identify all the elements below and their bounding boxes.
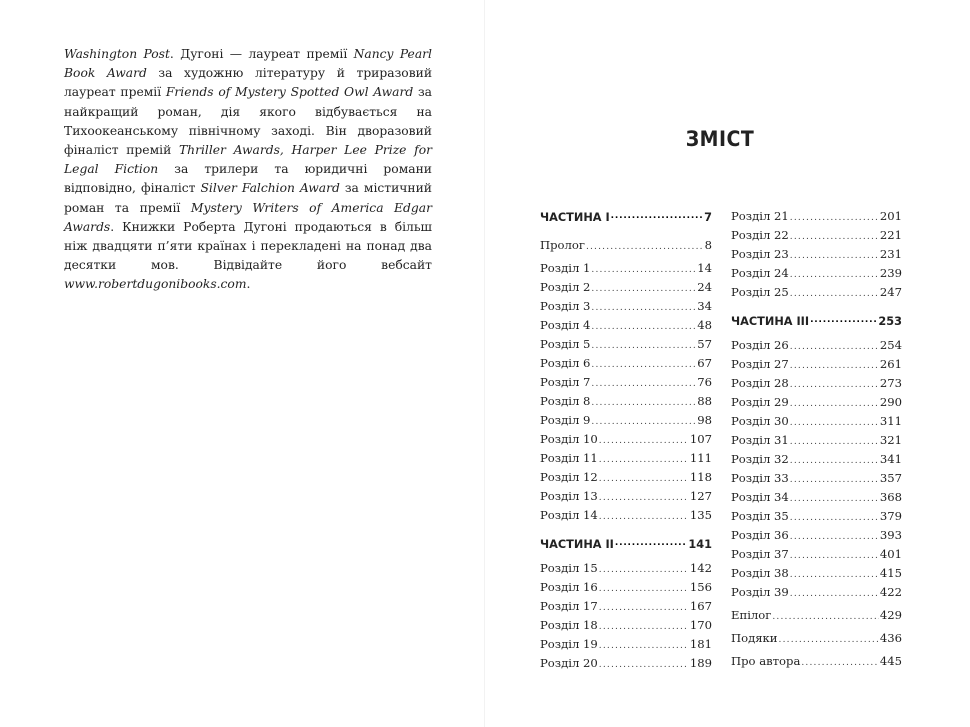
toc-entry bbox=[731, 228, 902, 247]
toc-entry bbox=[731, 490, 902, 509]
toc-part-entry bbox=[540, 536, 712, 561]
toc-leader-dots bbox=[611, 211, 703, 221]
toc-page-number: 221 bbox=[879, 228, 902, 242]
toc-entry-label: Розділ 21 bbox=[731, 209, 789, 223]
toc-entry bbox=[731, 471, 902, 490]
toc-part-entry bbox=[731, 313, 902, 338]
toc-right-column bbox=[731, 209, 902, 673]
toc-entry-label: Розділ 11 bbox=[540, 451, 598, 465]
toc-leader-dots bbox=[599, 641, 689, 651]
toc-page-number: 24 bbox=[697, 280, 712, 294]
toc-entry-label: Розділ 33 bbox=[731, 471, 789, 485]
toc-entry-label: Подяки bbox=[731, 631, 778, 645]
toc-entry bbox=[540, 299, 712, 318]
toc-page-number: 76 bbox=[697, 375, 712, 389]
author-bio-paragraph bbox=[64, 45, 432, 295]
toc-entry bbox=[731, 608, 902, 627]
toc-page-number: 445 bbox=[879, 654, 902, 668]
toc-entry-label: Розділ 9 bbox=[540, 413, 591, 427]
toc-entry-label: Розділ 31 bbox=[731, 433, 789, 447]
toc-leader-dots bbox=[790, 475, 879, 485]
toc-entry bbox=[731, 566, 902, 585]
toc-page-number: 422 bbox=[879, 585, 902, 599]
toc-entry-label: Розділ 22 bbox=[731, 228, 789, 242]
toc-entry-label: Розділ 26 bbox=[731, 338, 789, 352]
toc-spacer bbox=[540, 527, 712, 536]
toc-entry-label: Розділ 37 bbox=[731, 547, 789, 561]
toc-leader-dots bbox=[790, 361, 879, 371]
toc-entry-label: Розділ 34 bbox=[731, 490, 789, 504]
toc-leader-dots bbox=[790, 399, 879, 409]
toc-entry bbox=[540, 375, 712, 394]
toc-entry-label: Розділ 4 bbox=[540, 318, 591, 332]
toc-leader-dots bbox=[615, 538, 688, 548]
toc-entry bbox=[731, 509, 902, 528]
bio-text: . Книжки Роберта Дугоні продаються в більш ніж двадцяти п’яти країнах і перекладені на понад два десятки мов. Відвідайте його вебсайт bbox=[64, 219, 432, 273]
toc-leader-dots bbox=[599, 512, 689, 522]
toc-entry bbox=[731, 285, 902, 304]
toc-entry bbox=[731, 433, 902, 452]
toc-leader-dots bbox=[599, 493, 689, 503]
toc-page-number: 253 bbox=[878, 315, 902, 328]
bio-text: за містичний роман та премії bbox=[64, 181, 432, 215]
toc-entry-label: Розділ 32 bbox=[731, 452, 789, 466]
toc-leader-dots bbox=[591, 265, 696, 275]
toc-page-number: 231 bbox=[879, 247, 902, 261]
toc-page-number: 341 bbox=[879, 452, 902, 466]
toc-entry-label: Пролог bbox=[540, 238, 585, 252]
toc-entry bbox=[540, 432, 712, 451]
toc-page-number: 239 bbox=[879, 266, 902, 280]
toc-page-number: 368 bbox=[879, 490, 902, 504]
toc-leader-dots bbox=[772, 612, 879, 622]
toc-entry-label: Розділ 36 bbox=[731, 528, 789, 542]
toc-entry bbox=[540, 238, 712, 257]
toc-leader-dots bbox=[790, 437, 879, 447]
toc-entry-label: Епілог bbox=[731, 608, 772, 622]
toc-leader-dots bbox=[599, 436, 689, 446]
toc-entry-label: Розділ 20 bbox=[540, 656, 598, 670]
toc-page-number: 181 bbox=[689, 637, 712, 651]
toc-page-number: 111 bbox=[689, 451, 712, 465]
toc-entry-label: Розділ 3 bbox=[540, 299, 591, 313]
toc-entry-label: ЧАСТИНА I bbox=[540, 211, 610, 224]
toc-leader-dots bbox=[599, 455, 689, 465]
toc-entry bbox=[540, 356, 712, 375]
toc-entry bbox=[540, 261, 712, 280]
toc-leader-dots bbox=[790, 589, 879, 599]
toc-leader-dots bbox=[599, 603, 689, 613]
toc-page-number: 8 bbox=[704, 238, 712, 252]
toc-page-number: 429 bbox=[879, 608, 902, 622]
toc-entry bbox=[540, 394, 712, 413]
toc-entry-label: Розділ 25 bbox=[731, 285, 789, 299]
toc-leader-dots bbox=[779, 635, 879, 645]
toc-leader-dots bbox=[790, 251, 879, 261]
toc-leader-dots bbox=[790, 570, 879, 580]
toc-title: ЗМІСТ bbox=[685, 127, 755, 151]
toc-leader-dots bbox=[790, 232, 879, 242]
toc-entry bbox=[540, 280, 712, 299]
toc-page-number: 254 bbox=[879, 338, 902, 352]
toc-page-number: 393 bbox=[879, 528, 902, 542]
toc-page-number: 142 bbox=[689, 561, 712, 575]
toc-leader-dots bbox=[790, 551, 879, 561]
bio-text: за художню літературу й триразовий лауреат премії bbox=[64, 66, 433, 100]
toc-page-number: 34 bbox=[697, 299, 712, 313]
toc-entry-label: Розділ 15 bbox=[540, 561, 598, 575]
toc-entry bbox=[731, 266, 902, 285]
toc-entry bbox=[540, 318, 712, 337]
toc-entry-label: Розділ 5 bbox=[540, 337, 591, 351]
toc-entry-label: Розділ 35 bbox=[731, 509, 789, 523]
toc-entry bbox=[731, 247, 902, 266]
toc-page-number: 357 bbox=[879, 471, 902, 485]
toc-entry-label: Розділ 23 bbox=[731, 247, 789, 261]
toc-entry bbox=[731, 547, 902, 566]
toc-entry-label: Про автора bbox=[731, 654, 801, 668]
toc-entry-label: Розділ 7 bbox=[540, 375, 591, 389]
toc-entry bbox=[731, 452, 902, 471]
toc-entry bbox=[540, 451, 712, 470]
toc-entry bbox=[540, 470, 712, 489]
bio-italic-text: Mystery Writers of America Edgar Awards bbox=[64, 200, 432, 234]
toc-leader-dots bbox=[591, 284, 696, 294]
toc-entry-label: Розділ 13 bbox=[540, 489, 598, 503]
page-gutter bbox=[484, 0, 485, 727]
toc-leader-dots bbox=[591, 322, 696, 332]
toc-page-number: 14 bbox=[697, 261, 712, 275]
toc-page-number: 118 bbox=[689, 470, 712, 484]
toc-page-number: 436 bbox=[879, 631, 902, 645]
toc-entry bbox=[731, 654, 902, 673]
toc-page-number: 98 bbox=[697, 413, 712, 427]
bio-italic-text: Washington Post bbox=[64, 47, 170, 61]
toc-entry bbox=[731, 528, 902, 547]
toc-entry bbox=[731, 414, 902, 433]
toc-leader-dots bbox=[591, 417, 696, 427]
toc-leader-dots bbox=[599, 565, 689, 575]
toc-page-number: 379 bbox=[879, 509, 902, 523]
toc-spacer bbox=[731, 304, 902, 313]
toc-leader-dots bbox=[591, 398, 696, 408]
toc-leader-dots bbox=[591, 379, 696, 389]
toc-page-number: 156 bbox=[689, 580, 712, 594]
toc-entry bbox=[731, 376, 902, 395]
toc-leader-dots bbox=[790, 494, 879, 504]
toc-page-number: 107 bbox=[689, 432, 712, 446]
toc-leader-dots bbox=[599, 622, 689, 632]
toc-page-number: 273 bbox=[879, 376, 902, 390]
toc-page-number: 311 bbox=[879, 414, 902, 428]
toc-leader-dots bbox=[790, 513, 879, 523]
toc-leader-dots bbox=[591, 360, 696, 370]
toc-page-number: 57 bbox=[697, 337, 712, 351]
toc-leader-dots bbox=[586, 242, 704, 252]
toc-entry bbox=[731, 585, 902, 604]
toc-entry-label: Розділ 6 bbox=[540, 356, 591, 370]
toc-page-number: 135 bbox=[689, 508, 712, 522]
toc-page-number: 189 bbox=[689, 656, 712, 670]
toc-entry-label: Розділ 10 bbox=[540, 432, 598, 446]
toc-entry bbox=[540, 508, 712, 527]
toc-entry bbox=[540, 337, 712, 356]
toc-entry bbox=[540, 618, 712, 637]
toc-leader-dots bbox=[599, 584, 689, 594]
toc-page-number: 401 bbox=[879, 547, 902, 561]
toc-entry bbox=[731, 338, 902, 357]
toc-left-column bbox=[540, 209, 712, 675]
toc-page-number: 7 bbox=[704, 211, 712, 224]
toc-entry-label: Розділ 2 bbox=[540, 280, 591, 294]
toc-page-number: 201 bbox=[879, 209, 902, 223]
bio-italic-text: Nancy Pearl Book Award bbox=[64, 47, 432, 81]
bio-italic-text: Thriller Awards, Harper Lee Prize for Legal Fiction bbox=[64, 143, 432, 177]
bio-italic-text: Friends of Mystery Spotted Owl Award bbox=[165, 85, 414, 100]
toc-entry bbox=[540, 656, 712, 675]
toc-entry-label: ЧАСТИНА III bbox=[731, 315, 810, 328]
toc-leader-dots bbox=[591, 341, 696, 351]
toc-leader-dots bbox=[790, 342, 879, 352]
toc-entry-label: Розділ 12 bbox=[540, 470, 598, 484]
toc-page-number: 170 bbox=[689, 618, 712, 632]
toc-leader-dots bbox=[790, 418, 879, 428]
bio-text: . Дугоні — лауреат премії bbox=[169, 47, 354, 61]
toc-entry bbox=[731, 395, 902, 414]
bio-text: за трилери та юридичні романи відповідно, фіналіст bbox=[64, 162, 432, 196]
toc-entry-label: Розділ 30 bbox=[731, 414, 789, 428]
toc-leader-dots bbox=[599, 474, 689, 484]
toc-entry-label: Розділ 24 bbox=[731, 266, 789, 280]
toc-entry-label: Розділ 8 bbox=[540, 394, 591, 408]
toc-page-number: 127 bbox=[689, 489, 712, 503]
toc-page-number: 290 bbox=[879, 395, 902, 409]
toc-page-number: 48 bbox=[697, 318, 712, 332]
toc-entry bbox=[540, 637, 712, 656]
toc-entry bbox=[731, 631, 902, 650]
toc-entry-label: Розділ 16 bbox=[540, 580, 598, 594]
toc-entry bbox=[540, 489, 712, 508]
toc-entry bbox=[731, 357, 902, 376]
toc-entry bbox=[540, 561, 712, 580]
toc-leader-dots bbox=[790, 213, 879, 223]
toc-entry-label: Розділ 38 bbox=[731, 566, 789, 580]
toc-page-number: 247 bbox=[879, 285, 902, 299]
toc-entry-label: Розділ 28 bbox=[731, 376, 789, 390]
toc-page-number: 261 bbox=[879, 357, 902, 371]
toc-entry-label: Розділ 1 bbox=[540, 261, 591, 275]
toc-page-number: 88 bbox=[697, 394, 712, 408]
toc-leader-dots bbox=[790, 289, 879, 299]
bio-italic-text: Silver Falchion Award bbox=[200, 181, 340, 196]
toc-page-number: 67 bbox=[697, 356, 712, 370]
bio-text: за найкращий роман, дія якого відбувається на Тихоокеанському північному заході. Він дворазовий фіналіст премій bbox=[64, 85, 432, 158]
toc-leader-dots bbox=[591, 303, 696, 313]
toc-part-entry bbox=[540, 209, 712, 234]
toc-entry-label: Розділ 14 bbox=[540, 508, 598, 522]
toc-leader-dots bbox=[810, 315, 877, 325]
toc-leader-dots bbox=[801, 658, 878, 668]
toc-leader-dots bbox=[790, 380, 879, 390]
toc-entry bbox=[540, 413, 712, 432]
toc-entry bbox=[540, 580, 712, 599]
toc-entry bbox=[540, 599, 712, 618]
toc-leader-dots bbox=[599, 660, 689, 670]
toc-entry-label: Розділ 18 bbox=[540, 618, 598, 632]
bio-text: . bbox=[246, 277, 251, 292]
toc-entry-label: Розділ 39 bbox=[731, 585, 789, 599]
toc-page-number: 141 bbox=[688, 538, 712, 551]
toc-leader-dots bbox=[790, 270, 879, 280]
bio-italic-text: www.robertdugonibooks.com bbox=[64, 277, 247, 292]
toc-leader-dots bbox=[790, 532, 879, 542]
toc-page-number: 167 bbox=[689, 599, 712, 613]
toc-entry-label: Розділ 17 bbox=[540, 599, 598, 613]
toc-entry-label: Розділ 19 bbox=[540, 637, 598, 651]
toc-page-number: 415 bbox=[879, 566, 902, 580]
toc-entry-label: Розділ 29 bbox=[731, 395, 789, 409]
toc-page-number: 321 bbox=[879, 433, 902, 447]
toc-entry bbox=[731, 209, 902, 228]
toc-entry-label: Розділ 27 bbox=[731, 357, 789, 371]
toc-leader-dots bbox=[790, 456, 879, 466]
toc-entry-label: ЧАСТИНА II bbox=[540, 538, 614, 551]
